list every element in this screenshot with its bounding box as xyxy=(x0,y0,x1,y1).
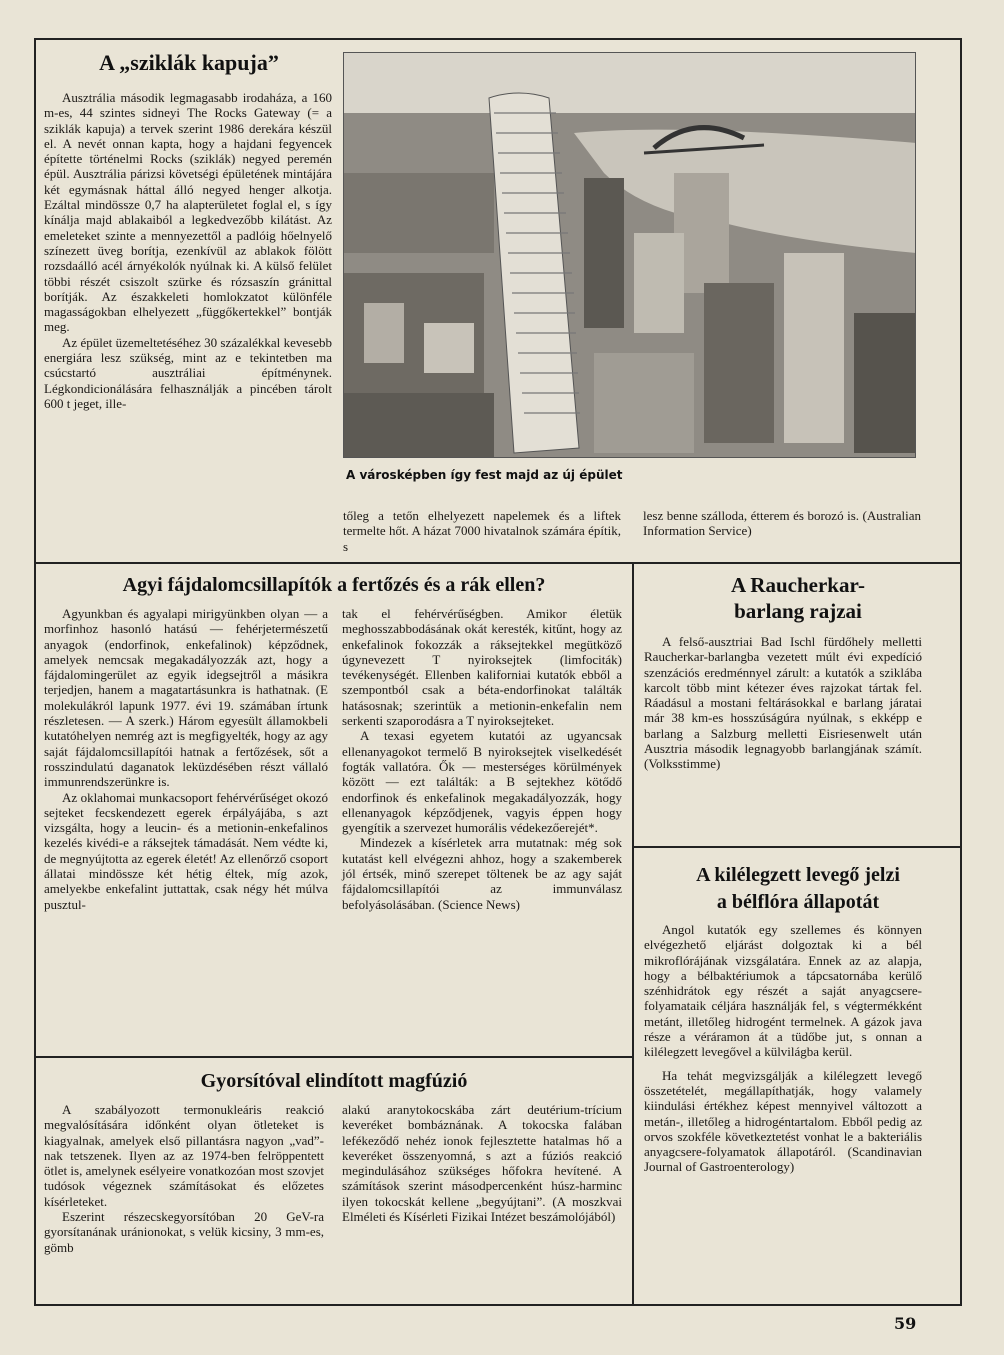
article4-body-para: Ha tehát megvizsgálják a kilélegzett levegő összetételét, megállapíthatják, hogy valamely kiindulási értékhez képest mennyivel változott a metán-, illetőleg a hidrogéntartalom. Ebből pedig az orvos szokféle következtetést vonhat le a bakteriális anyagcsere-folyamatok állapotáról. (Scandinavian Journal of Gastroenterology) xyxy=(644,1067,922,1175)
article5-col1 xyxy=(44,1102,324,1255)
separator-raucherkar xyxy=(632,846,962,848)
article5-col2-para: alakú aranytokocskába zárt deutérium-trícium keveréket bombáznának. A tokocska falában lefékeződő nehéz ionok fejlesztette hatalmas hő a keveréket összenyomná, s azt a fúziós reakció megindulásához szükséges hőfokra hevítené. A számítások szerint másodpercenként húsz-harminc ilyen tokocskát kellene „begyújtani”. (A moszkvai Elméleti és Kísérleti Fizikai Intézet beszámolójából) xyxy=(342,1102,622,1225)
article1-col1-para: Ausztrália második legmagasabb irodaháza, a 160 m-es, 44 szintes sidneyi The Rocks Gateway (= a sziklák kapuja) a tervek szerint 1986 derekára készül el. A nevét onnan kapta, hogy a hajdani fegyencek építette történelmi Rocks (sziklák) negyed peremén épül. Ausztrália párizsi követségi épületének mintájára két egymásnak háttal álló negyed henger alkotja. Ezáltal mindössze 0,7 ha alapterületet foglal el, s így kínálja majd ablakaiból a legkedvezőbb kilátást. Az emeleteket szinte a mennyezettől a padlóig hőelnyelő színezett üveg borítja, ezenkívül az ablakok fölött rozsdaálló acél árnyékolók nyúlnak ki. A külső felület többi részét csiszolt szürke és rózsaszín gránittal borítják. Az északkeleti homlokzatot különféle magasságokban elhelyezett „függőkertekkel” bontják meg. xyxy=(44,90,332,335)
article2-title: Agyi fájdalomcsillapítók a fertőzés és a rák ellen? xyxy=(122,574,546,596)
article2-col1-para: Az oklahomai munkacsoport fehérvérűséget okozó sejteket fecskendezett egerek érpályájába, s azt vizsgálta, hogy a leucin- és a metionin-enkefalinos kezelés kivédi-e a ráksejtek támadását. Nem védte ki, de megnyújtotta az egerek életét! Az ellenőrző csoport állatai mindössze két hétig éltek, míg azok, amelyekbe enkefalint juttattak, csak négy hét múlva pusztul- xyxy=(44,789,328,912)
separator-top-articles xyxy=(34,562,962,564)
article3-title-line: barlang rajzai xyxy=(734,599,862,623)
article4-body xyxy=(644,922,922,1175)
article2-col2 xyxy=(342,606,622,912)
article1-col1-para: Az épület üzemeltetéséhez 30 százalékkal kevesebb energiára lesz szükség, mint az e tekintetben ma csúcstartó ausztráliai építménynek. Légkondicionálására felhasználják a pincében tárolt 600 t jeget, ille- xyxy=(44,334,332,411)
article3-title xyxy=(642,572,954,624)
article1-col3 xyxy=(643,508,921,539)
photo-caption: A városképben így fest majd az új épület xyxy=(346,468,623,482)
article2-col2-para: A texasi egyetem kutatói az ugyancsak ellenanyagokot termelő B nyiroksejtek viselkedését fogták vallatóra. Ők — mesterséges körülmények között — ezt találták: a B sejtekhez kötődő endorfinok és enkefalinok megakadályozzák, hogy ellenanyagok képződjenek, vagyis éppen hogy gyengítik a szervezet humorális védekezőerejét*. xyxy=(342,728,622,836)
article1-col2-para: tőleg a tetőn elhelyezett napelemek és a liftek termelte hőt. A házat 7000 hivatalnok számára építik, s xyxy=(343,508,621,554)
article5-col1-para: Eszerint részecskegyorsítóban 20 GeV-ra gyorsítanának uránionokat, s velük kicsiny, 3 mm-es, gömb xyxy=(44,1209,324,1255)
article2-col1-para: Agyunkban és agyalapi mirigyünkben olyan — a morfinhoz hasonló hatású — fehérjetermészetű anyagok (endorfinok, enkefalinok) képződnek, amelyek nemcsak megakadályozzák azt, hogy a fájdalomingerület az egyik idegsejtről a másikra terjedjen, hanem a magatartásunkra is hathatnak. (E molekulákról lapunk 1977. évi 19. számában írtunk részletesen. — A szerk.) Három egyesült államokbeli kutatóhelyen nemrég azt is megfigyelték, hogy az agy saját fájdalomcsillapítói hatnak a fertőzések, sőt a rosszindulatú daganatok leküzdésében részt vállaló immunrendszerünkre is. xyxy=(44,606,328,790)
article1-col3-para: lesz benne szálloda, étterem és borozó is. (Australian Information Service) xyxy=(643,508,921,539)
article5-col2 xyxy=(342,1102,622,1224)
separator-right-column xyxy=(632,562,634,1306)
article3-body-para: A felső-ausztriai Bad Ischl fürdőhely melletti Raucherkar-barlangba vezetett múlt évi expedíció szenzációs eredménnyel zárult: a kutatók a sziklába karcolt több mint kétezer éves rajzokat tártak fel. Ráadásul a mostani feltárásokkal e barlang járatai már 38 km-es hosszúságúra nyúlnak, s ekképp e barlang a Salzburg melletti Eisriesenwelt után Ausztria második legnagyobb barlangjának számít. (Volksstimme) xyxy=(644,634,922,772)
city-skyline-photo xyxy=(343,52,916,458)
article5-title: Gyorsítóval elindított magfúzió xyxy=(200,1070,468,1092)
article4-title xyxy=(642,862,954,916)
article4-body-para: Angol kutatók egy szellemes és könnyen elvégezhető eljárást dolgoztak ki a bél mikroflórájának vizsgálatára. Ennek az az alapja, hogy a bélbaktériumok a tápcsatornába kerülő szénhidrátok egy részét a saját anyagcsere-folyamataik céljára használják fel, s végtermékként metánt, illetőleg hidrogént termelnek. A gázok java része a véráramon át a tüdőbe jut, s onnan a kilélegzett levegővel a külvilágba kerül. xyxy=(644,922,922,1060)
page-number: 59 xyxy=(894,1314,917,1333)
article1-col2 xyxy=(343,508,621,554)
article1-col1 xyxy=(44,90,332,411)
article2-col2-para: Mindezek a kísérletek arra mutatnak: még sok kutatást kell elvégezni ahhoz, hogy a szakemberek jól értsék, minő szerepet töltenek be az agy saját fájdalomcsillapítói az immunválasz befolyásolásában. (Science News) xyxy=(342,835,622,912)
article1-title: A „sziklák kapuja” xyxy=(99,50,279,75)
article3-title-line: A Raucherkar- xyxy=(731,573,865,597)
separator-fusion xyxy=(34,1056,634,1058)
article3-body xyxy=(644,634,922,772)
article5-col1-para: A szabályozott termonukleáris reakció megvalósítására időnként olyan ötleteket is kiagyalnak, amelyek első pillantásra nagyon „vad”-nak tetszenek. Ilyen az az 1974-ben felröppentett ötlet is, amelynek esélyeire vonatkozóan most szovjet tudósok végeznek számításokat és előzetes kísérleteket. xyxy=(44,1102,324,1209)
article4-title-line: a bélflóra állapotát xyxy=(716,891,880,913)
article2-col1 xyxy=(44,606,328,912)
article2-col2-para: tak el fehérvérűségben. Amikor életük meghosszabbodásának okát keresték, kitűnt, hogy az enkefalinok fokozzák a ráksejtekkel megütköző úgynevezett T nyiroksejtek (limfociták) tevékenységét. Ellenben kaliforniai kutatók ebből a szempontból csak a béta-endorfinokat találták hatásosnak; szerintük a metionin-enkefalin nem serkenti szaporodásra a T nyiroksejteket. xyxy=(342,606,622,729)
article4-title-line: A kilélegzett levegő jelzi xyxy=(696,864,900,886)
